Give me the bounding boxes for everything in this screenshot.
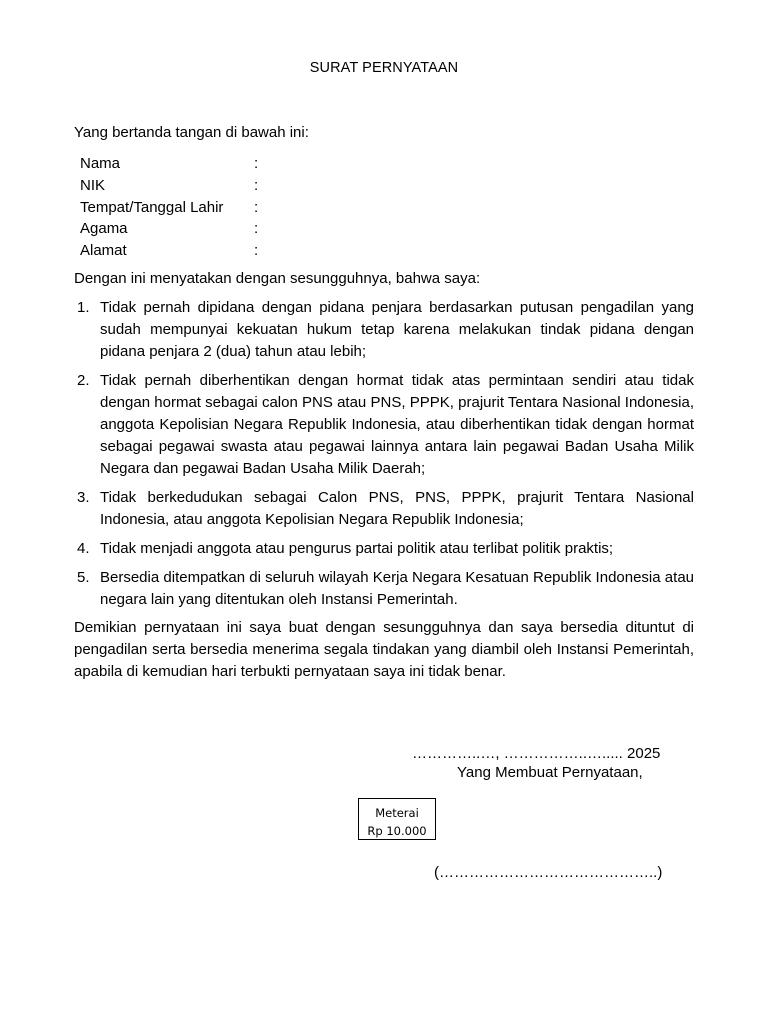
intro-text: Yang bertanda tangan di bawah ini: bbox=[74, 124, 309, 141]
field-label-nama: Nama bbox=[80, 155, 121, 172]
field-label-agama: Agama bbox=[80, 220, 128, 238]
field-row-nama bbox=[80, 153, 380, 175]
stamp-value: Rp 10.000 bbox=[367, 824, 427, 838]
closing-paragraph: Demikian pernyataan ini saya buat dengan sesungguhnya dan saya bersedia dituntut di pengadilan serta bersedia menerima segala tindakan yang diambil oleh Instansi Pemerintah, apabila di kemudian hari terbukti pernyataan saya ini tidak benar. bbox=[74, 619, 694, 680]
field-colon: : bbox=[254, 155, 259, 172]
signature-role: Yang Membuat Pernyataan, bbox=[457, 764, 643, 781]
list-item-text: Tidak menjadi anggota atau pengurus partai politik atau terlibat politik praktis; bbox=[100, 540, 614, 557]
signature-name-placeholder: (……………………………………..) bbox=[434, 864, 663, 881]
field-row-alamat bbox=[80, 240, 380, 262]
declaration-text: Dengan ini menyatakan dengan sesungguhnya, bahwa saya: bbox=[74, 270, 481, 287]
list-item bbox=[74, 538, 694, 560]
list-item-number: 1. bbox=[77, 299, 90, 316]
field-row-agama bbox=[80, 218, 380, 240]
list-item-text: Bersedia ditempatkan di seluruh wilayah Kerja Negara Kesatuan Republik Indonesia atau negara lain yang ditentukan oleh Instansi Pemerintah. bbox=[100, 569, 694, 608]
field-label-nik: NIK bbox=[80, 176, 106, 194]
stamp-label: Meterai bbox=[375, 806, 419, 820]
field-row-nik bbox=[80, 175, 380, 197]
meterai-stamp-box bbox=[358, 798, 436, 840]
list-item bbox=[74, 567, 694, 611]
document-title: SURAT PERNYATAAN bbox=[309, 60, 459, 76]
field-colon: : bbox=[254, 220, 259, 238]
identity-fields bbox=[80, 153, 380, 262]
field-colon: : bbox=[254, 198, 259, 216]
field-colon: : bbox=[254, 242, 259, 260]
field-row-ttl bbox=[80, 197, 380, 219]
signature-place-date: …………..…, ……………..…..... 2025 bbox=[412, 745, 661, 762]
list-item-text: Tidak berkedudukan sebagai Calon PNS, PNS, PPPK, prajurit Tentara Nasional Indonesia, atau anggota Kepolisian Negara Republik Indonesia; bbox=[100, 489, 694, 528]
field-colon: : bbox=[254, 176, 259, 194]
list-item bbox=[74, 487, 694, 531]
field-label-ttl: Tempat/Tanggal Lahir bbox=[80, 198, 224, 216]
list-item bbox=[74, 297, 694, 363]
list-item-number: 2. bbox=[77, 372, 90, 389]
list-item-number: 4. bbox=[77, 540, 90, 557]
field-label-alamat: Alamat bbox=[80, 242, 127, 260]
list-item-text: Tidak pernah diberhentikan dengan hormat tidak atas permintaan sendiri atau tidak dengan hormat sebagai calon PNS atau PNS, PPPK, prajurit Tentara Nasional Indonesia, anggota Kepolisian Negara Republik Indonesia, atau diberhentikan tidak dengan hormat sebagai pegawai swasta atau pegawai lainnya antara lain pegawai Badan Usaha Milik Negara dan pegawai Badan Usaha Milik Daerah; bbox=[100, 372, 694, 477]
list-item-number: 3. bbox=[77, 489, 90, 506]
statement-list bbox=[74, 297, 694, 618]
list-item-number: 5. bbox=[77, 569, 90, 586]
list-item-text: Tidak pernah dipidana dengan pidana penjara berdasarkan putusan pengadilan yang sudah mempunyai kekuatan hukum tetap karena melakukan tindak pidana dengan pidana penjara 2 (dua) tahun atau lebih; bbox=[100, 299, 694, 360]
list-item bbox=[74, 370, 694, 480]
